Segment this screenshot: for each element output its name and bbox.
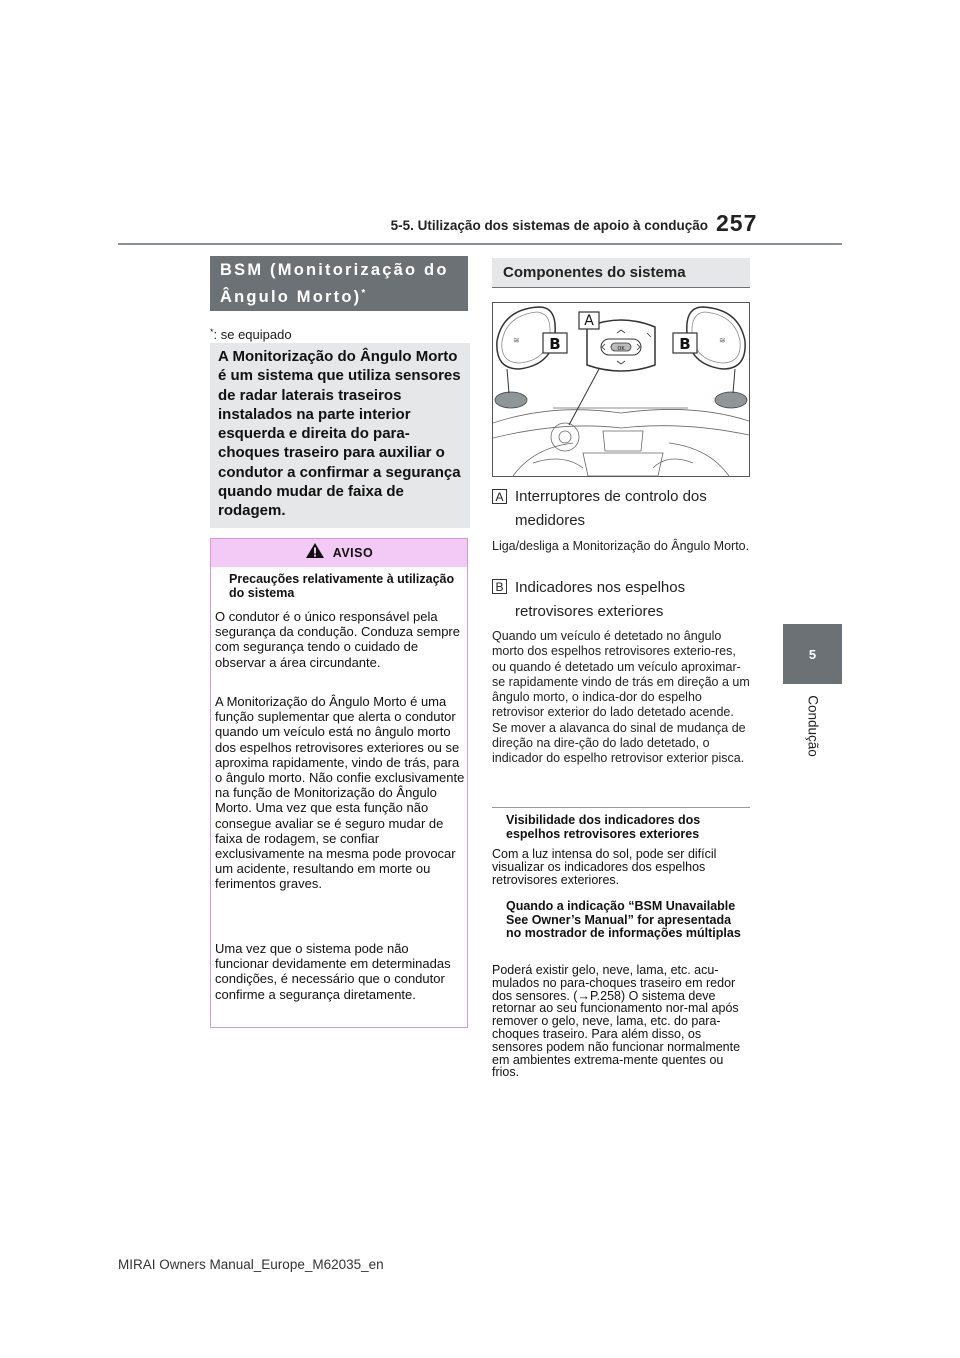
footnote-text: : se equipado [213, 327, 292, 342]
steering-switch-callout [569, 320, 655, 425]
warning-label: AVISO [332, 546, 374, 560]
left-mirror-drawing [495, 392, 527, 408]
component-b-title: Indicadores nos espelhos retrovisores exteriores [515, 579, 686, 620]
dashboard-drawing [493, 408, 749, 476]
section-heading-components: Componentes do sistema [492, 258, 750, 288]
heading-line-2-text: Ângulo Morto) [220, 288, 362, 306]
subsection-body: Com a luz intensa do sol, pode ser difícil visualizar os indicadores dos espelhos retrovisores exteriores. [492, 847, 717, 887]
header-rule [118, 243, 842, 245]
chapter-label: Condução [805, 695, 820, 757]
subsection-rule [492, 807, 750, 808]
component-key-a: A [492, 489, 507, 504]
components-illustration [492, 302, 750, 477]
subsection-title: Quando a indicação “BSM Unavailable See Owner’s Manual” for apresentada no mostrador de informações múltiplas [506, 899, 741, 940]
warning-paragraph: A Monitorização do Ângulo Morto é uma função suplementar que alerta o condutor quando um veículo está no ângulo morto dos espelhos retrovisores exteriores ou se aproxima rapidamente, vindo de trás, para o ângulo morto. Não confie exclusivamente na função de Monitorização do Ângulo Morto. Uma vez que esta função não consegue avaliar se é seguro mudar de faixa de rodagem, se confiar exclusivamente na mesma pode provocar um acidente, resultando em morte ou ferimentos graves. [215, 694, 465, 892]
label-b-right-box [673, 333, 697, 353]
component-key-b: B [492, 579, 507, 594]
warning-paragraph: O condutor é o único responsável pela segurança da condução. Conduza sempre com segurança tendo o cuidado de observar a área circundante. [215, 609, 460, 670]
label-b-left-box [543, 333, 567, 353]
label-b-left: B [549, 335, 561, 353]
component-b-description: Quando um veículo é detetado no ângulo morto dos espelhos retrovisores exterio-res, ou quando é detetado um veículo aproximar-se rapidamente vindo de trás em direção a um ângulo morto, o indica-dor do espelho retrovisor exterior do lado detetado acende. Se mover a alavanca do sinal de mudança de direção na dire-ção do lado detetado, o indicador do espelho retrovisor exterior pisca. [492, 629, 750, 766]
svg-text:≋: ≋ [513, 336, 520, 345]
heading-line-2 [220, 282, 458, 309]
heading-line-1: BSM (Monitorização do [220, 261, 449, 279]
running-header-section: 5-5. Utilização dos sistemas de apoio à condução [390, 218, 708, 233]
footnote [210, 327, 292, 342]
svg-text:≋: ≋ [719, 336, 726, 345]
warning-header [211, 539, 467, 567]
warning-subtitle: Precauções relativamente à utilização do sistema [229, 572, 455, 600]
label-b-right: B [679, 335, 691, 353]
footer-text: MIRAI Owners Manual_Europe_M62035_en [118, 1257, 384, 1272]
right-mirror-drawing [715, 392, 747, 408]
page-number: 257 [716, 210, 758, 236]
section-heading-bsm [210, 256, 468, 311]
label-a-box [579, 312, 599, 329]
warning-triangle-icon [305, 542, 325, 564]
label-a: A [584, 313, 594, 329]
footnote-mark: * [210, 327, 214, 337]
chapter-label-box [783, 690, 842, 770]
heading-footnote-mark: * [361, 288, 366, 299]
summary-text: A Monitorização do Ângulo Morto é um sistema que utiliza sensores de radar laterais traseiros instalados na parte interior esquerda e direita do para-choques traseiro para auxiliar o condutor a confirmar a segurança quando mudar de faixa de rodagem. [218, 348, 461, 520]
component-a-description: Liga/desliga a Monitorização do Ângulo Morto. [492, 539, 750, 553]
warning-paragraph: Uma vez que o sistema pode não funcionar devidamente em determinadas condições, é necessário que o condutor confirme a segurança diretamente. [215, 941, 451, 1002]
chapter-tab [783, 624, 842, 684]
subsection-body: Poderá existir gelo, neve, lama, etc. acu-mulados no para-choques traseiro em redor dos sensores. (→P.258) O sistema deve retornar ao seu funcionamento nor-mal após remover o gelo, neve, lama, etc. do para-choques traseiro. Para além disso, os sensores podem não funcionar normalmente em ambientes extrema-mente quentes ou frios. [492, 963, 741, 1080]
chapter-number: 5 [808, 646, 817, 662]
component-a-title: Interruptores de controlo dos medidores [515, 488, 707, 529]
ok-button-label: OK [617, 346, 625, 352]
subsection-title: Visibilidade dos indicadores dos espelhos retrovisores exteriores [506, 813, 701, 841]
